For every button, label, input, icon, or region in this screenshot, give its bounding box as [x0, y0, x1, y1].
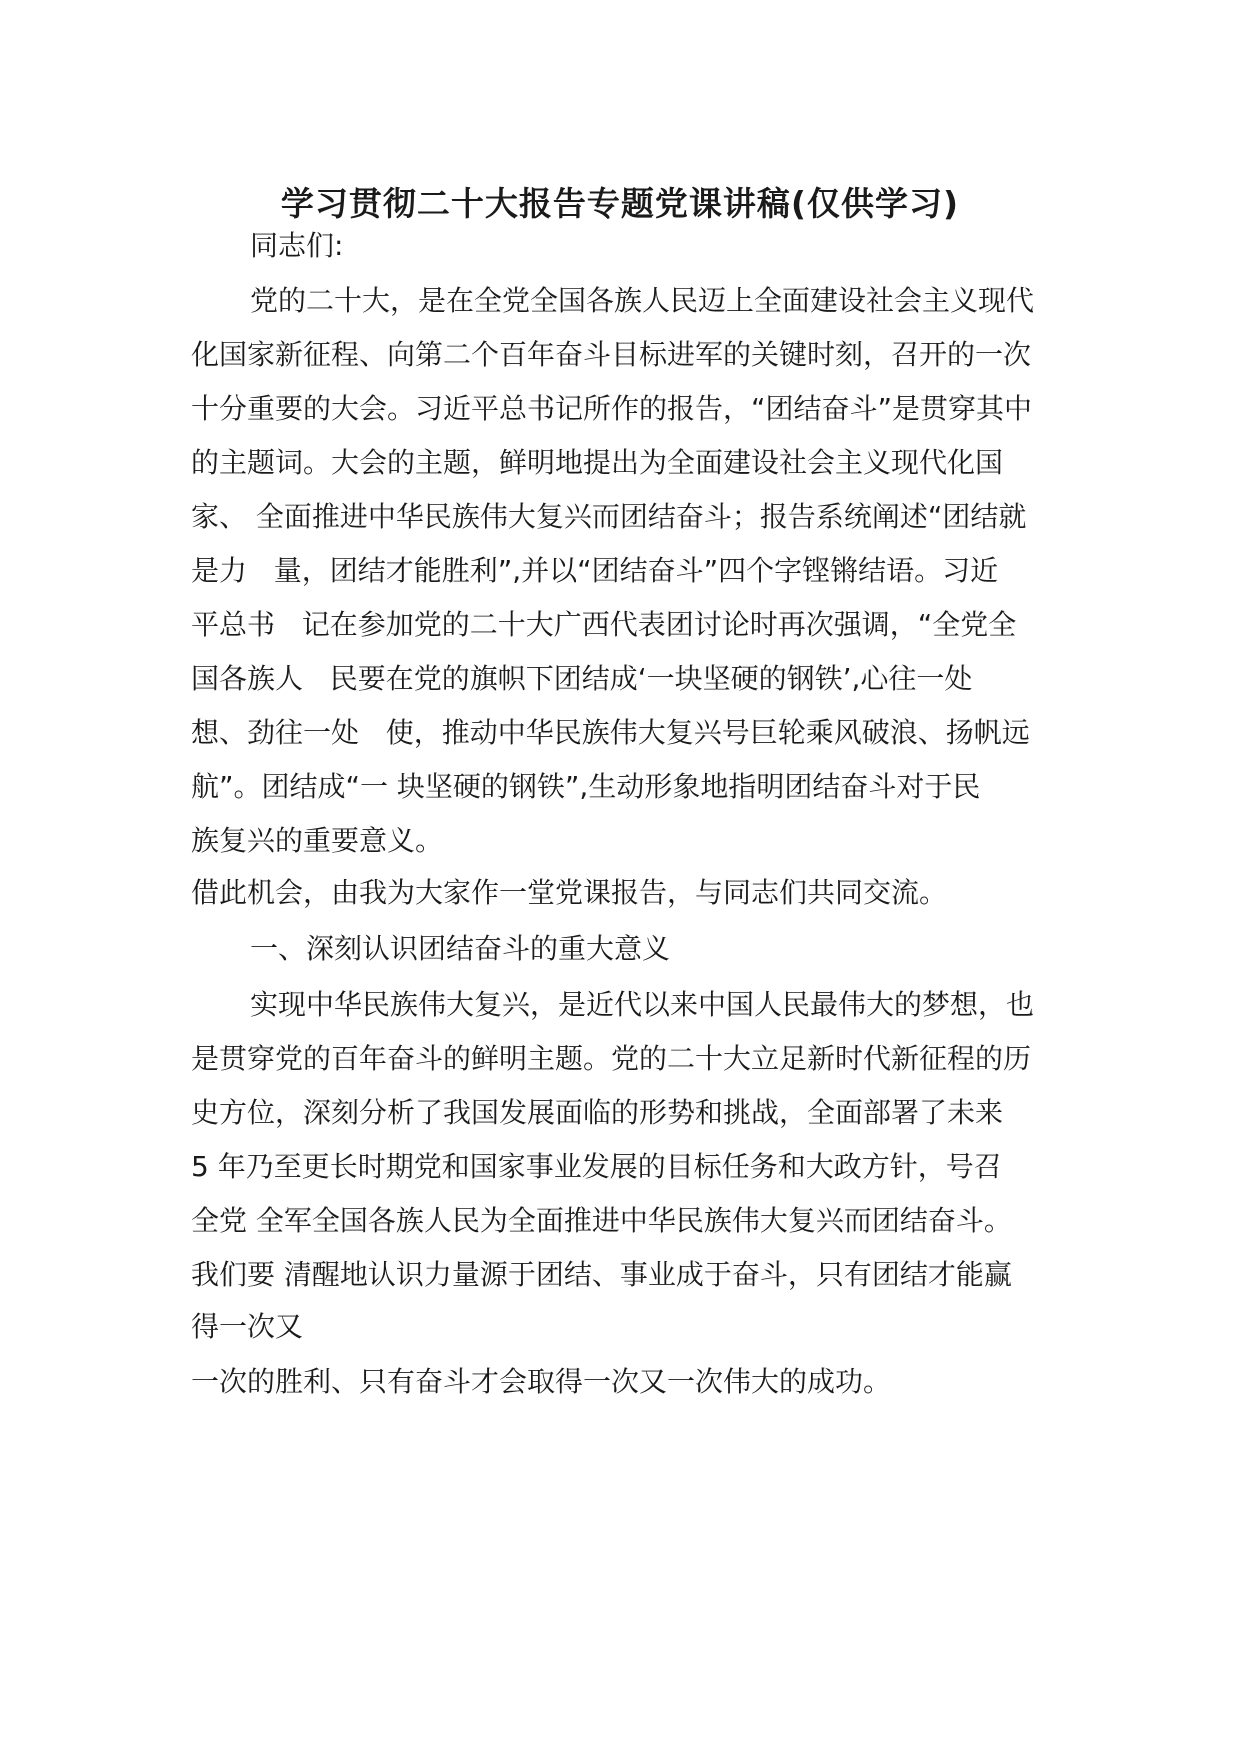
- body-line: 是贯穿党的百年奋斗的鲜明主题。党的二十大立足新时代新征程的历: [191, 1042, 1032, 1075]
- body-line: 航”。团结成“一 块坚硬的钢铁”,生动形象地指明团结奋斗对于民: [191, 770, 981, 803]
- body-line: 族复兴的重要意义。: [191, 824, 444, 857]
- body-line: 一次的胜利、只有奋斗才会取得一次又一次伟大的成功。: [191, 1365, 892, 1398]
- body-line: 国各族人 民要在党的旗帜下团结成‘一块坚硬的钢铁’,心往一处: [191, 662, 973, 695]
- section-heading: 一、深刻认识团结奋斗的重大意义: [250, 932, 671, 965]
- body-line: 想、劲往一处 使，推动中华民族伟大复兴号巨轮乘风破浪、扬帆远: [191, 716, 1030, 749]
- body-line: 十分重要的大会。习近平总书记所作的报告，“团结奋斗”是贯穿其中: [191, 392, 1033, 425]
- body-line: 化国家新征程、向第二个百年奋斗目标进军的关键时刻，召开的一次: [191, 338, 1032, 371]
- body-line: 史方位，深刻分析了我国发展面临的形势和挑战，全面部署了未来: [191, 1096, 1004, 1129]
- body-line: 是力 量，团结才能胜利”,并以“团结奋斗”四个字铿锵结语。习近: [191, 554, 999, 587]
- body-line: 全党 全军全国各族人民为全面推进中华民族伟大复兴而团结奋斗。: [191, 1204, 1012, 1237]
- document-title: 学习贯彻二十大报告专题党课讲稿(仅供学习): [280, 184, 960, 223]
- body-line: 家、 全面推进中华民族伟大复兴而团结奋斗；报告系统阐述“团结就: [191, 500, 1027, 533]
- body-line: 党的二十大，是在全党全国各族人民迈上全面建设社会主义现代: [250, 284, 1035, 317]
- salutation: 同志们:: [250, 229, 344, 262]
- body-line: 平总书 记在参加党的二十大广西代表团讨论时再次强调，“全党全: [191, 608, 1017, 641]
- body-line: 得一次又: [191, 1310, 304, 1343]
- body-line: 的主题词。大会的主题，鲜明地提出为全面建设社会主义现代化国: [191, 446, 1004, 479]
- body-line: 5 年乃至更长时期党和国家事业发展的目标任务和大政方针，号召: [191, 1150, 1002, 1183]
- body-line: 我们要 清醒地认识力量源于团结、事业成于奋斗，只有团结才能赢: [191, 1258, 1012, 1291]
- body-line: 借此机会，由我为大家作一堂党课报告，与同志们共同交流。: [191, 876, 948, 909]
- body-line: 实现中华民族伟大复兴，是近代以来中国人民最伟大的梦想，也: [250, 988, 1035, 1021]
